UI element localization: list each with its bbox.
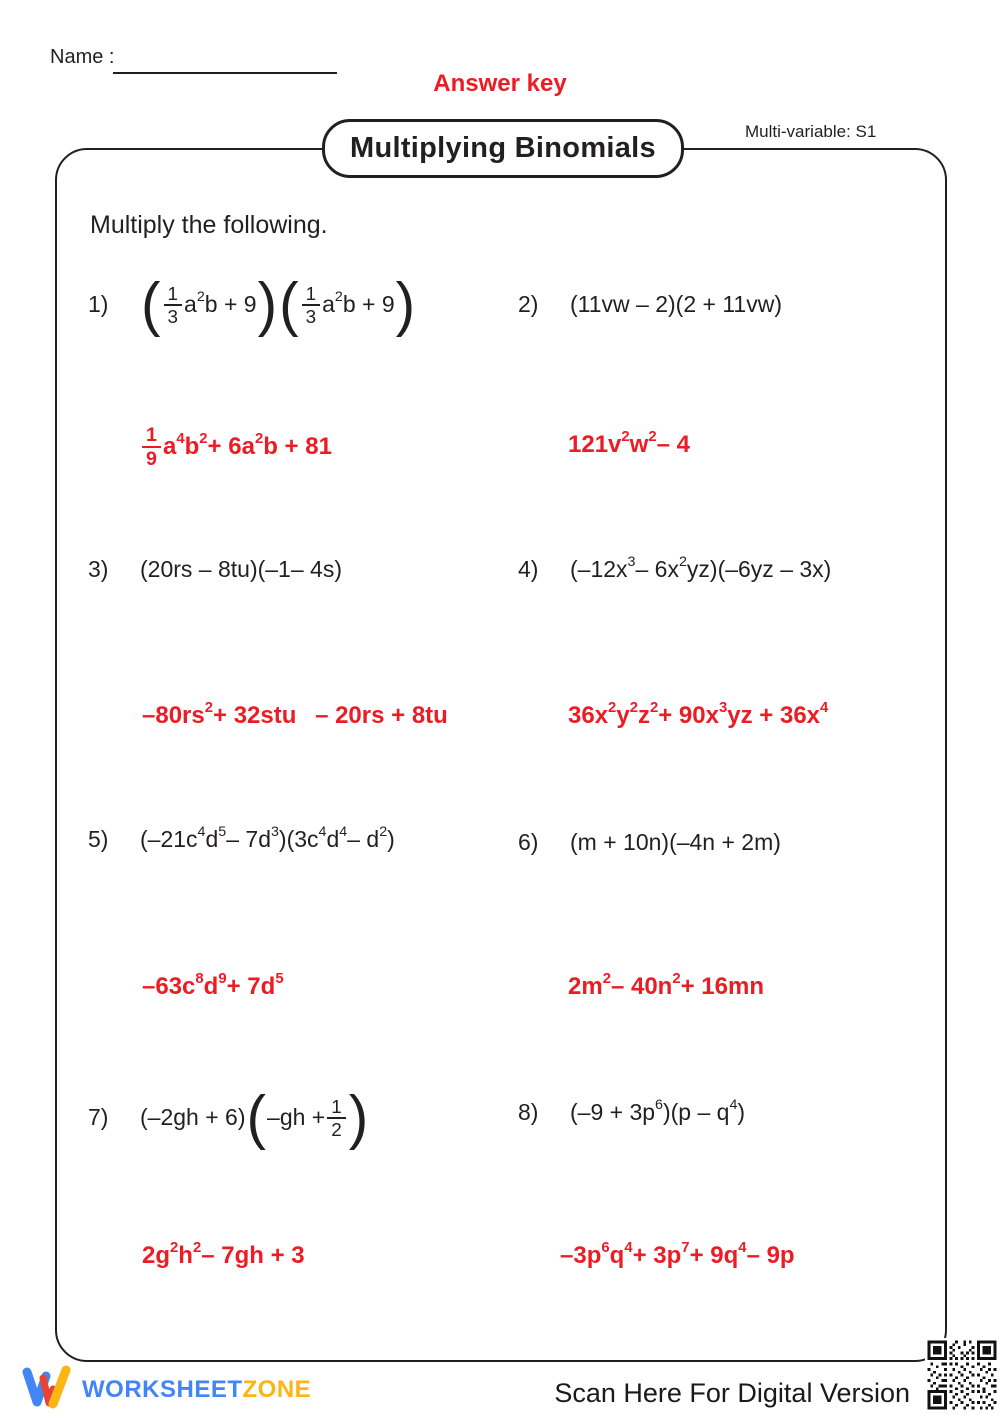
answer-4 — [568, 696, 828, 736]
question-4 — [518, 550, 831, 590]
answer-6 — [568, 967, 764, 1007]
answer-7-expression: 2g $^2$ h $^2$ – 7gh + 3 — [142, 1239, 305, 1269]
answer-5-expression: –63c $^8$ d $^9$ + 7d $^5$ — [142, 970, 284, 1000]
question-6-expression: (m + 10n)(–4n + 2m) — [570, 829, 781, 856]
question-1 — [88, 267, 416, 343]
question-2-expression: (11vw – 2)(2 + 11vw) — [570, 291, 782, 318]
answer-key-label: Answer key — [433, 70, 567, 97]
logo-zone-text: ZONE — [242, 1375, 312, 1403]
worksheet-title-pill — [322, 119, 684, 178]
question-6 — [518, 823, 781, 863]
answer-3-expression: –80rs $^2$ + 32stu – 20rs + 8tu — [142, 699, 448, 729]
worksheet-title: Multiplying Binomials — [350, 132, 656, 164]
question-8 — [518, 1093, 745, 1133]
variant-label: Multi-variable: S1 — [745, 122, 877, 141]
worksheetzone-logo-icon — [22, 1365, 74, 1414]
question-5 — [88, 820, 395, 860]
question-1-number: 1) — [88, 291, 109, 318]
question-2 — [518, 285, 782, 325]
question-7-number: 7) — [88, 1104, 109, 1131]
answer-7 — [142, 1236, 305, 1276]
answer-8-expression: –3p $^6$ q $^4$ + 3p $^7$ + 9q $^4$ – 9p — [560, 1239, 795, 1269]
question-4-number: 4) — [518, 556, 539, 583]
logo-worksheet-text: WORKSHEET — [82, 1375, 243, 1403]
worksheetzone-logo-text — [82, 1376, 311, 1404]
answer-5 — [142, 967, 284, 1007]
answer-1 — [140, 409, 332, 485]
worksheetzone-logo — [22, 1365, 311, 1414]
answer-1-expression: $\frac{1}{9}$ a $^4$ b $^2$ + 6a $^2$ b + 81 — [140, 424, 332, 470]
answer-3 — [142, 696, 448, 736]
question-6-number: 6) — [518, 829, 539, 856]
question-8-number: 8) — [518, 1099, 539, 1126]
question-7 — [88, 1080, 369, 1156]
question-3 — [88, 550, 342, 590]
question-1-expression: ( $\frac{1}{3}$ a $^2$ b + 9 ) ( $\frac{1}{3}$ a $^2$ b + 9 ) — [141, 271, 416, 338]
question-3-number: 3) — [88, 556, 109, 583]
question-3-expression: (20rs – 8tu)(–1– 4s) — [140, 556, 342, 583]
scan-instruction-text: Scan Here For Digital Version — [554, 1378, 910, 1408]
name-label: Name : — [50, 46, 115, 68]
question-5-expression: (–21c $^4$ d $^5$ – 7d $^3$ )(3c $^4$ d $^4$ – d $^2$ ) — [140, 824, 395, 853]
question-7-expression: (–2gh + 6) ( –gh + $\frac{1}{2}$ ) — [140, 1084, 369, 1151]
question-8-expression: (–9 + 3p $^6$ )(p – q $^4$ ) — [570, 1097, 746, 1126]
answer-4-expression: 36x $^2$ y $^2$ z $^2$ + 90x $^3$ yz + 36x $^4$ — [568, 699, 829, 729]
question-4-expression: (–12x $^3$ – 6x $^2$ yz)(–6yz – 3x) — [570, 554, 832, 583]
answer-2-expression: 121v $^2$ w $^2$ – 4 — [568, 428, 690, 458]
question-5-number: 5) — [88, 826, 109, 853]
qr-code — [925, 1338, 999, 1412]
answer-2 — [568, 425, 690, 465]
instruction-text: Multiply the following. — [90, 211, 328, 239]
question-2-number: 2) — [518, 291, 539, 318]
answer-8 — [560, 1236, 795, 1276]
answer-6-expression: 2m $^2$ – 40n $^2$ + 16mn — [568, 970, 765, 1000]
